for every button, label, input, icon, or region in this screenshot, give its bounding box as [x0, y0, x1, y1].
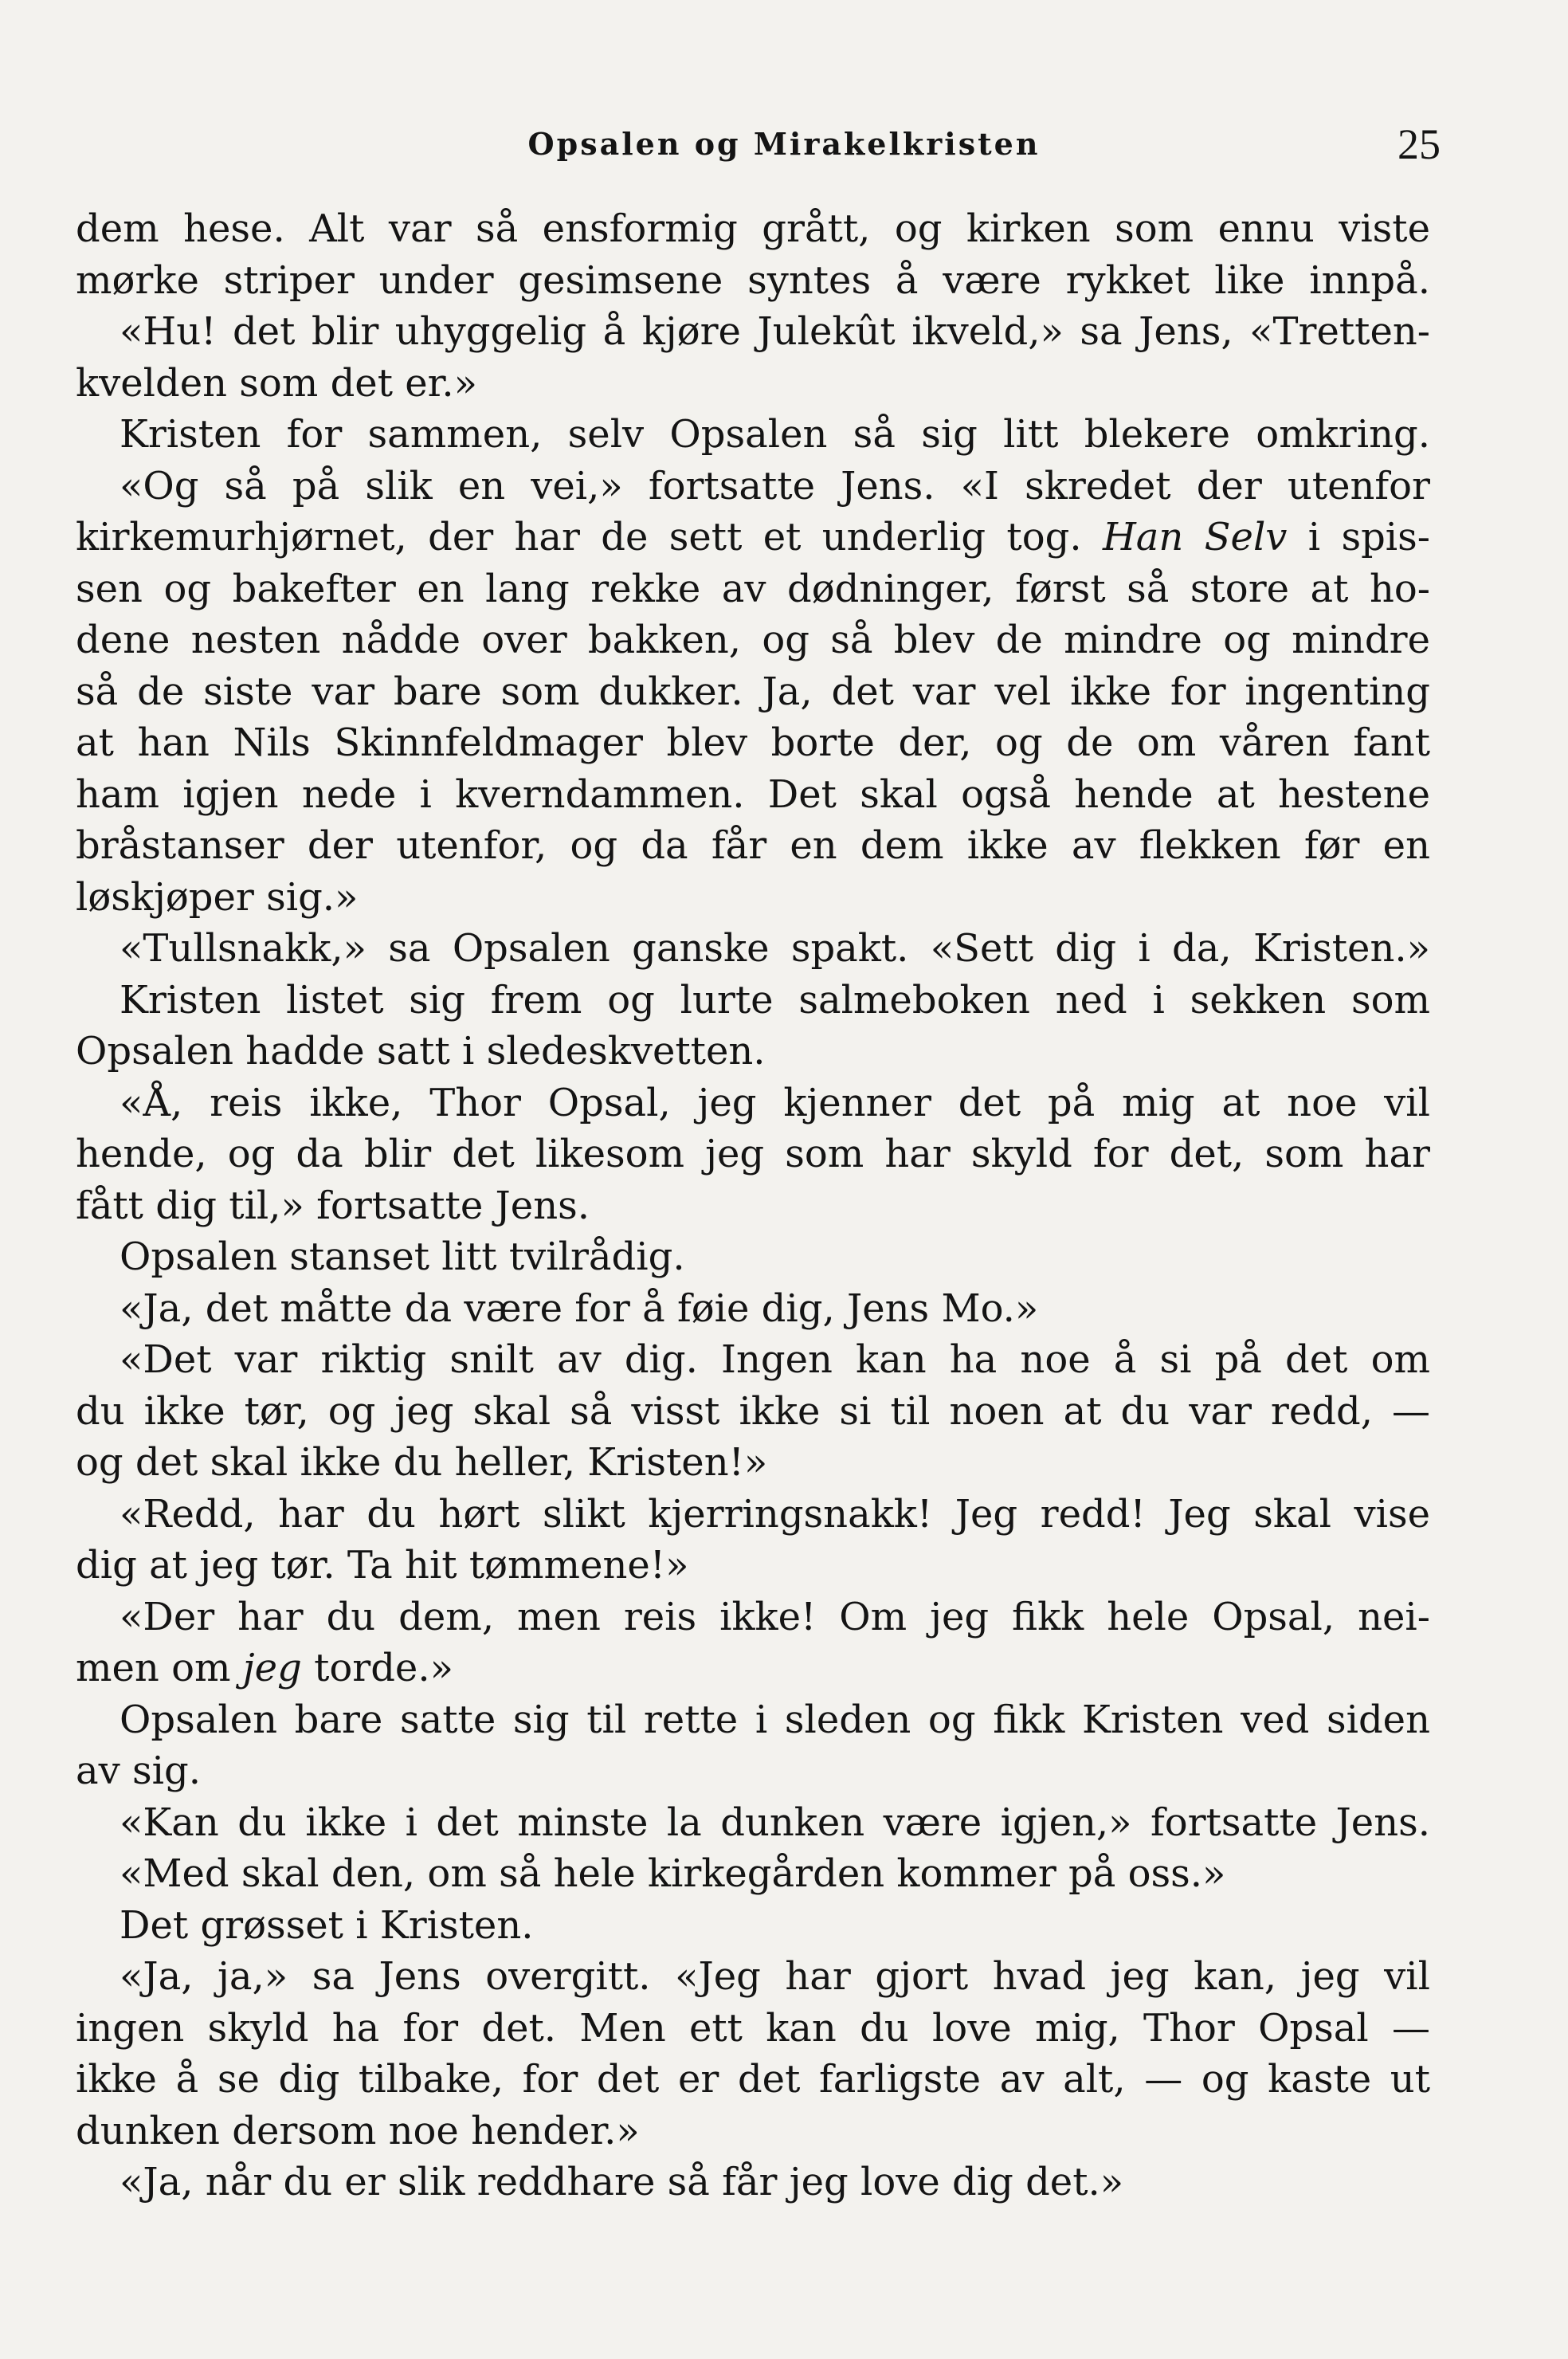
text-line-content: dene nesten nådde over bakken, og så blev de mindre og mindre — [76, 618, 1430, 662]
text-line — [76, 923, 1430, 975]
text-line-content: sen og bakefter en lang rekke av dødninger, først så store at ho- — [76, 566, 1430, 611]
text-line-rest: torde.» — [314, 1646, 453, 1690]
text-line-content: kirkemurhjørnet, der har de sett et underlig tog. — [76, 515, 1082, 559]
text-line — [76, 203, 1430, 255]
text-line — [76, 1797, 1430, 1849]
text-line-content: løskjøper sig.» — [76, 874, 359, 920]
text-line — [76, 409, 1430, 461]
text-line-content: «Med skal den, om så hele kirkegården kommer på oss.» — [120, 1851, 1226, 1896]
text-line-content: «Ja, det måtte da være for å føie dig, Jens Mo.» — [120, 1285, 1039, 1331]
text-line — [76, 1489, 1430, 1541]
text-line — [76, 1437, 1430, 1489]
text-line — [76, 1128, 1430, 1180]
text-line-content: «Kan du ikke i det minste la dunken være igjen,» fortsatte Jens. — [120, 1800, 1430, 1845]
text-line — [76, 1900, 1430, 1952]
text-line-content: «Ja, når du er slik reddhare så får jeg love dig det.» — [120, 2160, 1124, 2204]
text-line-content: Opsalen bare satte sig til rette i sleden og fikk Kristen ved siden — [120, 1697, 1430, 1742]
text-line-content: av sig. — [76, 1749, 201, 1793]
text-line — [76, 1334, 1430, 1386]
text-line-content: «Og så på slik en vei,» fortsatte Jens. «I skredet der utenfor — [120, 463, 1430, 508]
text-line — [76, 1745, 1430, 1797]
text-line-content: men om — [76, 1646, 231, 1690]
text-line — [76, 717, 1430, 769]
text-line — [76, 358, 1430, 410]
text-line-content: «Å, reis ikke, Thor Opsal, jeg kjenner det på mig at noe vil — [120, 1080, 1430, 1125]
text-line — [76, 1180, 1430, 1232]
text-line-content: Opsalen hadde satt i sledeskvetten. — [76, 1029, 766, 1074]
text-line — [76, 820, 1430, 872]
text-line — [76, 255, 1430, 307]
text-line — [76, 2003, 1430, 2055]
text-line-rest: i spis- — [1307, 515, 1431, 559]
text-line-content: ham igjen nede i kverndammen. Det skal også hende at hestene — [76, 771, 1430, 817]
text-line-content: at han Nils Skinnfeldmager blev borte der, og de om våren fant — [76, 720, 1430, 765]
text-line — [76, 1951, 1430, 2003]
text-line-content: ingen skyld ha for det. Men ett kan du love mig, Thor Opsal — — [76, 2005, 1430, 2051]
text-line-content: hende, og da blir det likesom jeg som har skyld for det, som har — [76, 1132, 1430, 1176]
text-line-content: dig at jeg tør. Ta hit tømmene!» — [76, 1543, 689, 1588]
text-line — [76, 1848, 1430, 1900]
text-line — [76, 1026, 1430, 1077]
text-line-content: du ikke tør, og jeg skal så visst ikke si til noen at du var redd, — — [76, 1388, 1430, 1434]
text-line — [76, 1077, 1430, 1129]
text-line — [76, 975, 1430, 1026]
text-line-content: Kristen listet sig frem og lurte salmeboken ned i sekken som — [120, 977, 1430, 1022]
text-line — [76, 563, 1430, 615]
text-line-content: fått dig til,» fortsatte Jens. — [76, 1183, 590, 1228]
text-line — [76, 1540, 1430, 1592]
page-number: 25 — [1397, 120, 1441, 168]
text-line-content: dem hese. Alt var så ensformig grått, og kirken som ennu viste — [76, 206, 1430, 251]
text-line — [76, 1694, 1430, 1746]
body-text — [76, 203, 1430, 2208]
text-line-content: «Ja, ja,» sa Jens overgitt. «Jeg har gjort hvad jeg kan, jeg vil — [120, 1954, 1430, 1999]
text-line — [76, 1386, 1430, 1438]
text-line — [76, 769, 1430, 821]
text-line — [76, 1592, 1430, 1643]
text-line-italic: jeg — [242, 1646, 302, 1690]
text-line-content: «Hu! det blir uhyggelig å kjøre Julekût ikveld,» sa Jens, «Tretten- — [120, 309, 1430, 354]
text-line-content: kvelden som det er.» — [76, 360, 477, 406]
text-line-content: Kristen for sammen, selv Opsalen så sig litt blekere omkring. — [120, 412, 1430, 457]
text-line-italic: Han Selv — [1102, 515, 1288, 559]
text-line — [76, 1643, 1430, 1694]
text-line-content: Opsalen stanset litt tvilrådig. — [120, 1234, 685, 1279]
text-line — [76, 512, 1430, 563]
text-line — [76, 666, 1430, 718]
text-line-content: og det skal ikke du heller, Kristen!» — [76, 1440, 768, 1485]
text-line-content: «Det var riktig snilt av dig. Ingen kan ha noe å si på det om — [120, 1337, 1430, 1382]
text-line — [76, 1231, 1430, 1283]
text-line-content: så de siste var bare som dukker. Ja, det var vel ikke for ingenting — [76, 669, 1430, 714]
text-line-content: dunken dersom noe hender.» — [76, 2108, 640, 2153]
text-line — [76, 2106, 1430, 2157]
running-head: Opsalen og Mirakelkristen — [527, 126, 1041, 162]
text-line-content: bråstanser der utenfor, og da får en dem ikke av flekken før en — [76, 823, 1430, 868]
text-line-content: mørke striper under gesimsene syntes å være rykket like innpå. — [76, 257, 1430, 303]
text-line — [76, 306, 1430, 358]
text-line — [76, 614, 1430, 666]
text-line — [76, 2054, 1430, 2106]
text-line-content: «Der har du dem, men reis ikke! Om jeg fikk hele Opsal, nei- — [120, 1594, 1430, 1639]
text-line — [76, 1283, 1430, 1335]
text-line-content: ikke å se dig tilbake, for det er det farligste av alt, — og kaste ut — [76, 2057, 1430, 2102]
text-line — [76, 872, 1430, 924]
text-line-content: «Tullsnakk,» sa Opsalen ganske spakt. «Sett dig i da, Kristen.» — [120, 926, 1430, 971]
text-line — [76, 2157, 1430, 2208]
text-line-content: Det grøsset i Kristen. — [120, 1902, 534, 1948]
text-line-content: «Redd, har du hørt slikt kjerringsnakk! Jeg redd! Jeg skal vise — [120, 1491, 1430, 1537]
text-line — [76, 461, 1430, 512]
